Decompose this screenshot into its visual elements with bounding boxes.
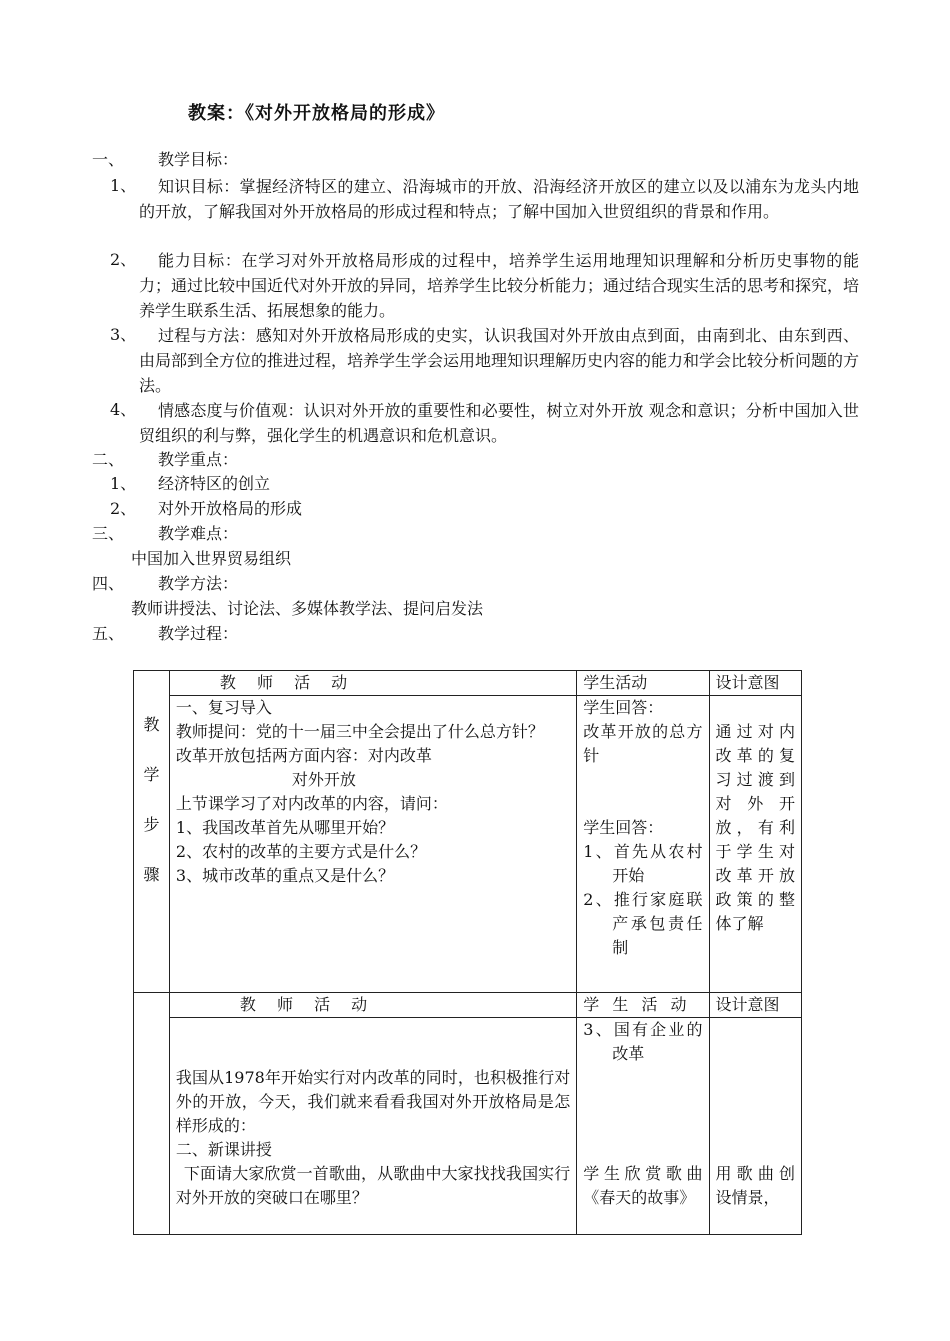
objective-number: 2、 bbox=[110, 250, 137, 269]
section-label: 教学重点： bbox=[158, 450, 239, 469]
section-number: 二、 bbox=[92, 450, 125, 469]
side-label-char: 学 bbox=[143, 765, 160, 784]
table-row bbox=[134, 696, 802, 993]
section-4-heading bbox=[92, 572, 239, 596]
side-label-char: 教 bbox=[143, 715, 160, 734]
side-label-cell bbox=[134, 671, 170, 993]
student-activity-cell bbox=[577, 696, 709, 993]
section-number: 一、 bbox=[92, 150, 125, 169]
design-intent-cell bbox=[709, 1018, 801, 1235]
section-label: 教学过程： bbox=[158, 624, 239, 643]
key-point-text: 经济特区的创立 bbox=[158, 474, 271, 493]
table-header-row bbox=[134, 671, 802, 696]
header-design: 设计意图 bbox=[709, 993, 801, 1018]
section-label: 教学难点： bbox=[158, 524, 239, 543]
key-point-number: 2、 bbox=[110, 499, 137, 518]
student-line: 改革开放的总方针 bbox=[583, 722, 703, 765]
document-title: 教案：《对外开放格局的形成》 bbox=[188, 103, 445, 124]
objective-text: 能力目标：在学习对外开放格局形成的过程中，培养学生运用地理知识理解和分析历史事物的能力；通过比较中国近代对外开放的异同，培养学生比较分析能力；通过结合现实生活的思考和探究，培养学生联系生活、拓展想象的能力。 bbox=[139, 251, 860, 320]
design-line: 用歌曲创设情景， bbox=[715, 1164, 795, 1207]
section-number: 四、 bbox=[92, 574, 125, 593]
table-header-row bbox=[134, 993, 802, 1018]
section-5-heading bbox=[92, 622, 239, 646]
objective-text: 过程与方法：感知对外开放格局形成的史实，认识我国对外开放由点到面，由南到北、由东到西、由局部到全方位的推进过程，培养学生学会运用地理知识理解历史内容的能力和学会比较分析问题的方法。 bbox=[139, 326, 860, 395]
objective-text: 知识目标：掌握经济特区的建立、沿海城市的开放、沿海经济开放区的建立以及以浦东为龙头内地的开放，了解我国对外开放格局的形成过程和特点；了解中国加入世贸组织的背景和作用。 bbox=[139, 177, 859, 221]
section-number: 三、 bbox=[92, 524, 125, 543]
key-point-text: 对外开放格局的形成 bbox=[158, 499, 303, 518]
objective-number: 4、 bbox=[110, 400, 137, 419]
student-line: 3、国有企业的改革 bbox=[583, 1020, 703, 1063]
objective-number: 3、 bbox=[110, 325, 137, 344]
header-design: 设计意图 bbox=[709, 671, 801, 696]
teacher-line: 二、新课讲授 bbox=[175, 1140, 272, 1159]
design-intent-cell: 通过对内改革的复习过渡到对外开放，有利于学生对改革开放政策的整体了解 bbox=[709, 696, 801, 993]
objective-number: 1、 bbox=[110, 176, 137, 195]
student-line: 学生欣赏歌曲《春天的故事》 bbox=[583, 1164, 703, 1207]
teacher-activity-cell bbox=[169, 696, 576, 993]
student-line: 2、推行家庭联产承包责任制 bbox=[583, 890, 703, 957]
key-point-number: 1、 bbox=[110, 474, 137, 493]
teacher-line: 1、我国改革首先从哪里开始？ bbox=[175, 818, 395, 837]
key-point-item bbox=[110, 497, 303, 521]
student-line: 学生回答： bbox=[583, 698, 664, 717]
side-label-char: 步 bbox=[143, 815, 160, 834]
teacher-activity-cell bbox=[169, 1018, 576, 1235]
objective-text: 情感态度与价值观：认识对外开放的重要性和必要性，树立对外开放 观念和意识；分析中国加入世贸组织的利与弊，强化学生的机遇意识和危机意识。 bbox=[139, 401, 859, 445]
section-label: 教学方法： bbox=[158, 574, 239, 593]
section-label: 教学目标： bbox=[158, 150, 239, 169]
section-2-heading bbox=[92, 448, 239, 472]
student-line: 1、首先从农村开始 bbox=[583, 842, 703, 885]
teacher-line: 教师提问：党的十一届三中全会提出了什么总方针？ bbox=[175, 722, 544, 741]
section-1-heading bbox=[92, 148, 239, 172]
side-label-cell bbox=[134, 993, 170, 1235]
header-student: 学 生 活 动 bbox=[577, 993, 709, 1018]
teaching-process-table bbox=[133, 670, 802, 1235]
difficulty-text: 中国加入世界贸易组织 bbox=[131, 549, 292, 568]
teacher-line: 3、城市改革的重点又是什么？ bbox=[175, 866, 395, 885]
teacher-line: 我国从1978年开始实行对内改革的同时，也积极推行对外的开放，今天，我们就来看看我国对外开放格局是怎样形成的： bbox=[175, 1068, 571, 1135]
header-teacher-label: 教 师 活 动 bbox=[239, 995, 376, 1014]
student-activity-cell bbox=[577, 1018, 709, 1235]
teacher-line: 上节课学习了对内改革的内容，请问： bbox=[175, 794, 448, 813]
table-row bbox=[134, 1018, 802, 1235]
section-number: 五、 bbox=[92, 624, 125, 643]
section-3-heading bbox=[92, 522, 239, 546]
header-student: 学生活动 bbox=[577, 671, 709, 696]
student-line: 学生回答： bbox=[583, 818, 664, 837]
header-teacher bbox=[169, 671, 576, 696]
teacher-line: 对外开放 bbox=[291, 770, 356, 789]
teacher-line: 一、复习导入 bbox=[175, 698, 272, 717]
side-label-char: 骤 bbox=[143, 865, 160, 884]
teacher-line: 2、农村的改革的主要方式是什么？ bbox=[175, 842, 427, 861]
teacher-line: 下面请大家欣赏一首歌曲，从歌曲中大家找找我国实行对外开放的突破口在哪里？ bbox=[175, 1164, 571, 1207]
header-teacher bbox=[169, 993, 576, 1018]
teacher-line: 改革开放包括两方面内容：对内改革 bbox=[175, 746, 432, 765]
header-teacher-label: 教 师 活 动 bbox=[219, 673, 356, 692]
key-point-item bbox=[110, 472, 271, 496]
methods-text: 教师讲授法、讨论法、多媒体教学法、提问启发法 bbox=[131, 599, 484, 618]
